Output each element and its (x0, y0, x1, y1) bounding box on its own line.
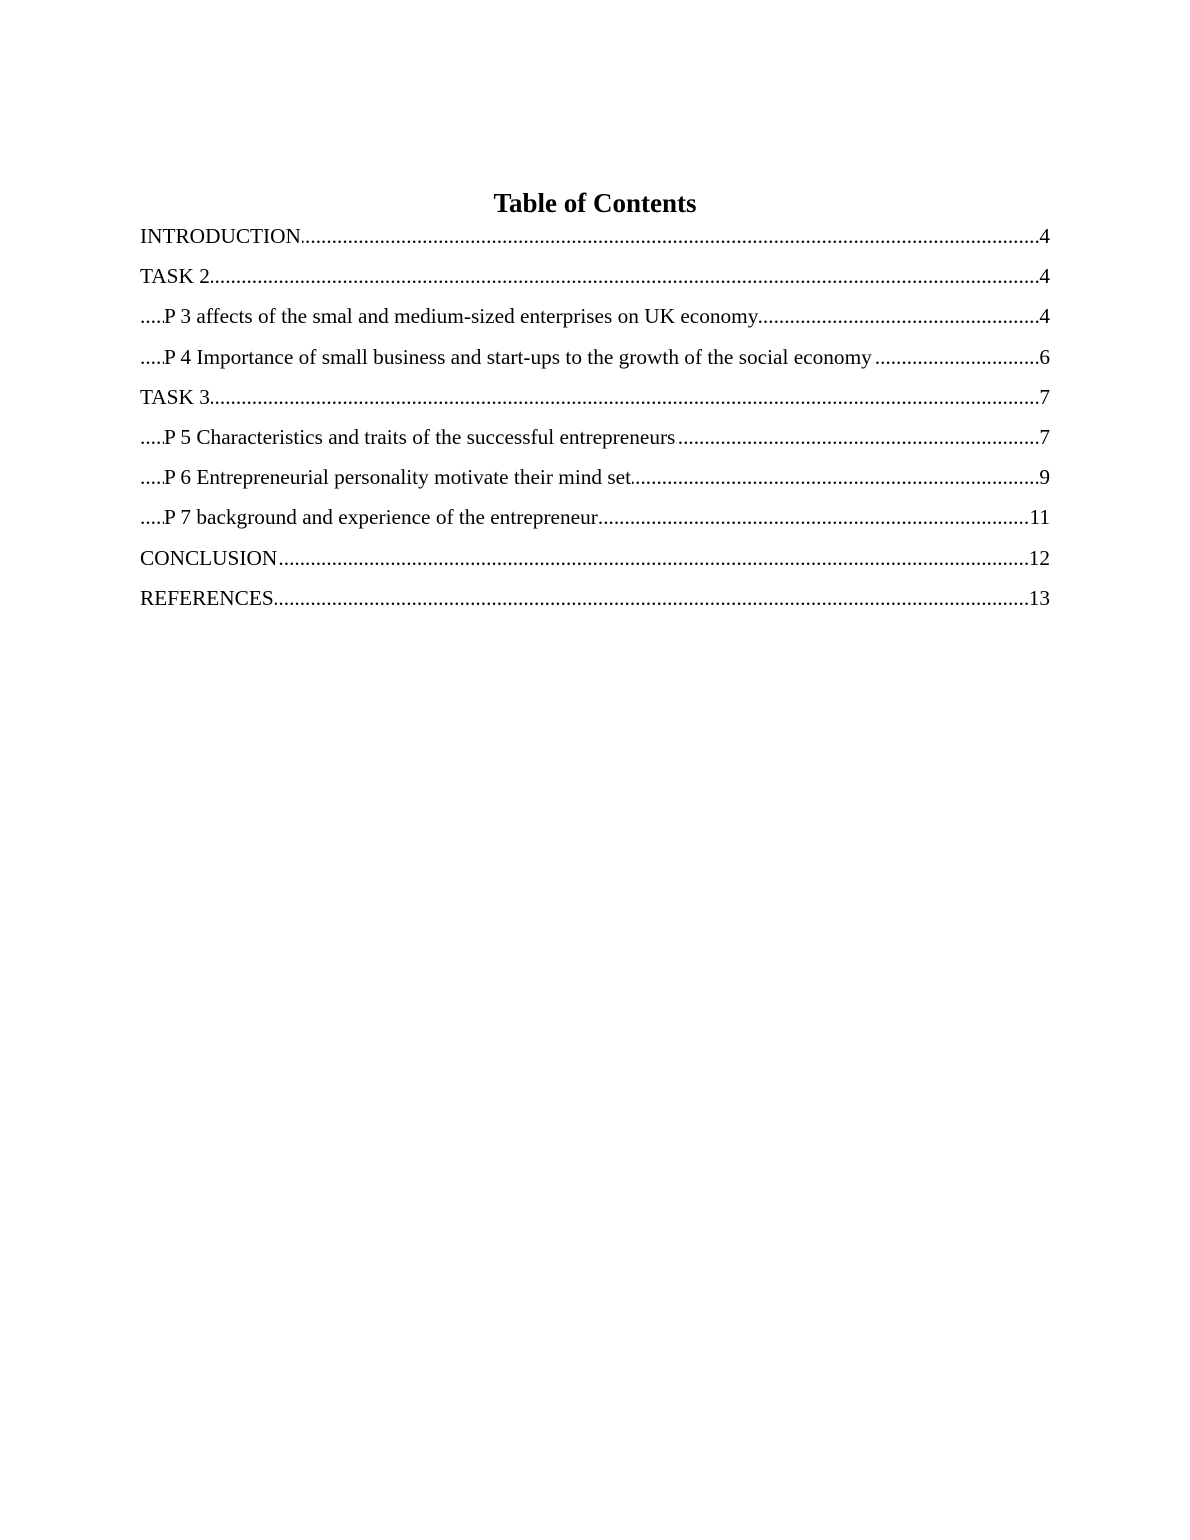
toc-entry-page: 4 (1039, 261, 1050, 291)
toc-entry-page: 6 (1039, 342, 1050, 372)
toc-leader (140, 261, 1039, 291)
toc-entry-conclusion[interactable] (140, 543, 1050, 583)
toc-entry-p7[interactable] (140, 502, 1050, 542)
toc-entry-label: P 5 Characteristics and traits of the successful entrepreneurs (164, 424, 676, 449)
toc-entry-task-3[interactable] (140, 382, 1050, 422)
toc-entry-label: REFERENCES (140, 585, 274, 610)
toc-leader (140, 382, 1039, 412)
toc-entry-page: 11 (1029, 502, 1050, 532)
toc-entry-p6[interactable] (140, 462, 1050, 502)
toc-entry-label: INTRODUCTION (140, 224, 301, 248)
toc-entry-label: P 6 Entrepreneurial personality motivate their mind set (164, 465, 632, 490)
toc-title: Table of Contents (493, 188, 697, 218)
toc-entry-page: 13 (1029, 583, 1050, 613)
toc-entry-label: P 7 background and experience of the entrepreneur (164, 505, 598, 530)
toc-entry-p4[interactable] (140, 342, 1050, 382)
toc-entry-label: TASK 3 (140, 384, 210, 409)
toc-entry-page: 4 (1039, 221, 1050, 251)
toc-entry-page: 12 (1029, 543, 1050, 573)
toc-entry-page: 4 (1039, 301, 1050, 331)
toc-entry-label: P 3 affects of the smal and medium-sized enterprises on UK economy (164, 304, 759, 329)
toc-entry-task-2[interactable] (140, 261, 1050, 301)
toc-entry-references[interactable] (140, 583, 1050, 623)
toc-entry-label: CONCLUSION (140, 545, 278, 570)
toc-entry-introduction[interactable] (140, 221, 1050, 261)
toc-entry-label: P 4 Importance of small business and start-ups to the growth of the social economy (164, 344, 872, 369)
toc-entry-page: 7 (1039, 382, 1050, 412)
toc-entry-p3[interactable] (140, 301, 1050, 341)
toc-entry-page: 9 (1039, 462, 1050, 492)
toc-entry-label: TASK 2 (140, 264, 210, 289)
toc-entry-page: 7 (1039, 422, 1050, 452)
toc-list (140, 221, 1050, 623)
toc-entry-p5[interactable] (140, 422, 1050, 462)
